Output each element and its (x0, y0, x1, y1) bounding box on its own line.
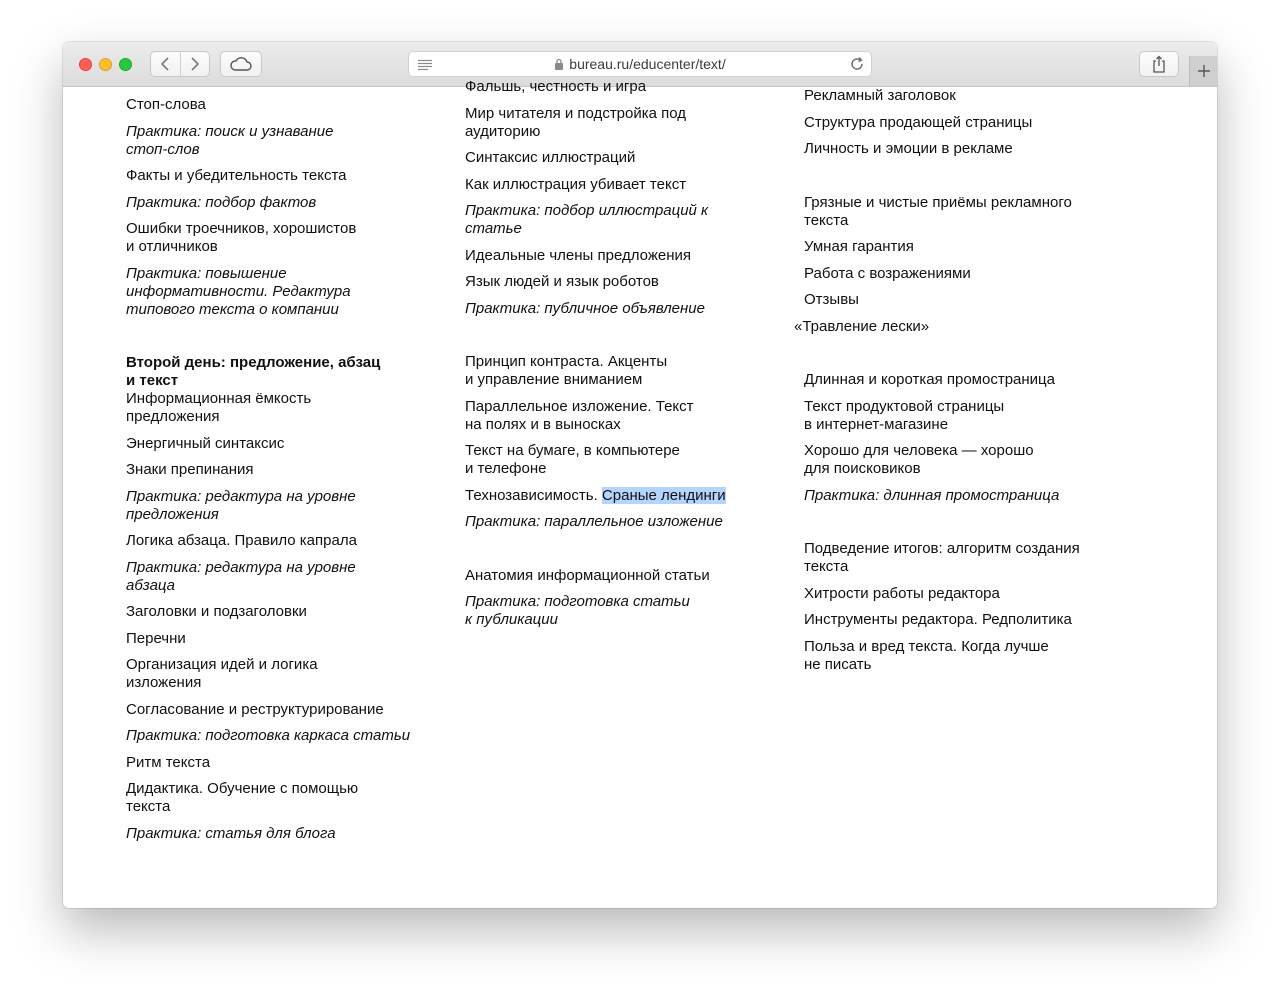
topic-item (465, 353, 775, 389)
forward-button[interactable] (180, 52, 210, 76)
topic-item (804, 398, 1134, 434)
navigation-buttons (150, 51, 210, 77)
section-spacer (126, 327, 436, 354)
item-text: аудиторию (465, 122, 541, 140)
topic-item (465, 567, 775, 585)
program-column-1 (126, 96, 436, 851)
item-text: Длинная и короткая промостраница (804, 371, 1055, 388)
section-spacer (465, 540, 775, 567)
item-text: и отличников (126, 238, 218, 255)
item-text: информативности. Редактура (126, 282, 351, 300)
item-text: для поисковиков (804, 460, 921, 477)
topic-item (126, 701, 436, 719)
item-text: Энергичный синтаксис (126, 434, 285, 452)
item-text: Параллельное изложение. Текст (465, 397, 694, 415)
plus-icon (1197, 64, 1211, 78)
item-text: не писать (804, 655, 872, 673)
item-text: Практика: редактура на уровне (126, 558, 356, 576)
item-text: изложения (126, 674, 202, 691)
item-text: типового текста о компании (126, 300, 339, 318)
item-text: Технозависимость. (465, 486, 602, 504)
topic-item (465, 105, 775, 141)
item-text: и управление вниманием (465, 371, 643, 388)
practice-item (465, 202, 775, 238)
item-text: предложения (126, 408, 220, 425)
topic-item (804, 540, 1134, 576)
practice-item (804, 487, 1134, 505)
topic-item (465, 176, 775, 194)
topic-item (126, 630, 436, 648)
topic-item (804, 585, 1134, 603)
new-tab-button[interactable] (1189, 56, 1217, 86)
practice-item (126, 265, 436, 319)
item-text: Идеальные члены предложения (465, 246, 691, 264)
item-text: Работа с возражениями (804, 264, 971, 282)
practice-item (126, 488, 436, 524)
item-text: Хитрости работы редактора (804, 584, 1000, 602)
item-text: Польза и вред текста. Когда лучше (804, 637, 1049, 655)
topic-item (804, 291, 1134, 309)
item-text: Знаки препинания (126, 461, 254, 478)
topic-item (126, 220, 436, 256)
item-text: Текст на бумаге, в компьютере (465, 442, 680, 459)
item-text: Язык людей и язык роботов (465, 273, 659, 290)
item-text: Ритм текста (126, 753, 211, 771)
program-column-2 (465, 78, 775, 638)
practice-item (465, 513, 775, 531)
item-text: Стоп-слова (126, 96, 206, 113)
topic-item (126, 656, 436, 692)
item-text: Рекламный заголовок (804, 87, 956, 104)
minimize-window-button[interactable] (99, 58, 112, 71)
practice-item (465, 300, 775, 318)
item-text: текста (804, 211, 849, 229)
topic-item (465, 487, 775, 505)
topic-item (804, 140, 1134, 158)
item-text: Фальшь, честность и игра (465, 78, 647, 95)
item-text: Дидактика. Обучение с помощью (126, 780, 359, 797)
item-text: Практика: статья для блога (126, 824, 336, 842)
item-text: Практика: повышение (126, 264, 287, 282)
close-window-button[interactable] (79, 58, 92, 71)
item-text: предложения (126, 505, 219, 523)
browser-window (63, 42, 1217, 908)
item-text: Практика: подбор фактов (126, 193, 317, 211)
page-content (63, 78, 1217, 908)
section-spacer (804, 344, 1134, 371)
practice-item (465, 593, 775, 629)
topic-item (804, 114, 1134, 132)
item-text: Организация идей и логика (126, 656, 318, 673)
topic-item (465, 398, 775, 434)
topic-item (804, 442, 1134, 478)
item-text: Практика: публичное объявление (465, 299, 705, 317)
topic-item (126, 435, 436, 453)
item-text: и телефоне (465, 460, 547, 477)
item-text: Синтаксис иллюстраций (465, 149, 636, 166)
item-text: Информационная ёмкость (126, 390, 312, 407)
topic-item (126, 780, 436, 816)
item-text: Ошибки троечников, хорошистов (126, 220, 357, 237)
topic-item (465, 273, 775, 291)
item-text: Подведение итогов: алгоритм создания (804, 540, 1080, 557)
topic-item (804, 194, 1134, 230)
item-text: Инструменты редактора. Редполитика (804, 611, 1072, 628)
item-text: Логика абзаца. Правило капрала (126, 532, 357, 549)
share-icon (1152, 55, 1166, 73)
topic-item (794, 318, 1134, 336)
item-text: Как иллюстрация убивает текст (465, 175, 687, 193)
topic-item (804, 638, 1134, 674)
topic-item (465, 247, 775, 265)
item-text: и текст (126, 372, 179, 389)
chevron-right-icon (190, 56, 200, 72)
program-column-3 (794, 87, 1134, 682)
topic-item (126, 603, 436, 621)
item-text: Практика: редактура на уровне (126, 487, 356, 505)
item-text: Структура продающей страницы (804, 113, 1033, 131)
zoom-window-button[interactable] (119, 58, 132, 71)
item-text: Текст продуктовой страницы (804, 397, 1005, 415)
item-text: Практика: подготовка статьи (465, 593, 690, 610)
item-text: Отзывы (804, 291, 859, 308)
item-text: текста (804, 558, 849, 575)
item-text: Личность и эмоции в рекламе (804, 140, 1013, 157)
topic-item (804, 87, 1134, 105)
item-text: абзаца (126, 576, 176, 594)
practice-item (126, 825, 436, 843)
practice-item (126, 727, 436, 745)
item-text: Практика: подбор иллюстраций к (465, 202, 709, 219)
address-bar[interactable] (408, 51, 872, 77)
topic-item (465, 149, 775, 167)
practice-item (126, 559, 436, 595)
topic-item (126, 167, 436, 185)
share-button[interactable] (1139, 51, 1179, 77)
section-heading (126, 354, 436, 390)
url-text: bureau.ru/educenter/text/ (569, 56, 726, 72)
item-text: статье (465, 220, 522, 237)
reader-view-icon[interactable] (417, 58, 433, 74)
item-text: Практика: параллельное изложение (465, 513, 723, 530)
topic-item (126, 461, 436, 479)
item-text: к публикации (465, 611, 558, 628)
section-spacer (465, 326, 775, 353)
back-button[interactable] (151, 52, 180, 76)
section-spacer (804, 167, 1134, 194)
topic-item (465, 442, 775, 478)
item-text: Согласование и реструктурирование (126, 700, 384, 718)
item-text: Грязные и чистые приёмы рекламного (804, 193, 1072, 211)
selected-text[interactable]: Сраные лендинги (601, 486, 726, 504)
item-text: Анатомия информационной статьи (465, 566, 710, 584)
topic-item (804, 371, 1134, 389)
practice-item (126, 123, 436, 159)
item-text: Практика: поиск и узнавание (126, 122, 334, 140)
lock-icon (554, 58, 564, 70)
item-text: на полях и в выносках (465, 415, 621, 433)
cloud-icon (230, 57, 252, 71)
item-text: Практика: подготовка каркаса статьи (126, 727, 411, 744)
topic-item (804, 238, 1134, 256)
section-spacer (804, 513, 1134, 540)
item-text: Принцип контраста. Акценты (465, 353, 668, 370)
practice-item (126, 194, 436, 212)
item-text: Факты и убедительность текста (126, 167, 347, 184)
topic-item (804, 265, 1134, 283)
reload-icon[interactable] (849, 56, 865, 75)
item-text: «Травление лески» (794, 317, 930, 335)
icloud-tabs-button[interactable] (220, 51, 262, 77)
item-text: Хорошо для человека — хорошо (804, 442, 1034, 459)
item-text: стоп-слов (126, 140, 200, 158)
item-text: в интернет-магазине (804, 415, 949, 433)
item-text: Практика: длинная промостраница (804, 486, 1060, 504)
item-text: Умная гарантия (804, 238, 914, 255)
item-text: Второй день: предложение, абзац (126, 354, 381, 371)
item-text: Заголовки и подзаголовки (126, 603, 307, 620)
item-text: Перечни (126, 629, 186, 647)
topic-item (126, 96, 436, 114)
item-text: текста (126, 798, 171, 815)
topic-item (804, 611, 1134, 629)
topic-item (126, 754, 436, 772)
item-text: Мир читателя и подстройка под (465, 104, 687, 122)
topic-item (126, 390, 436, 426)
chevron-left-icon (160, 56, 170, 72)
topic-item (126, 532, 436, 550)
topic-item (465, 78, 775, 96)
